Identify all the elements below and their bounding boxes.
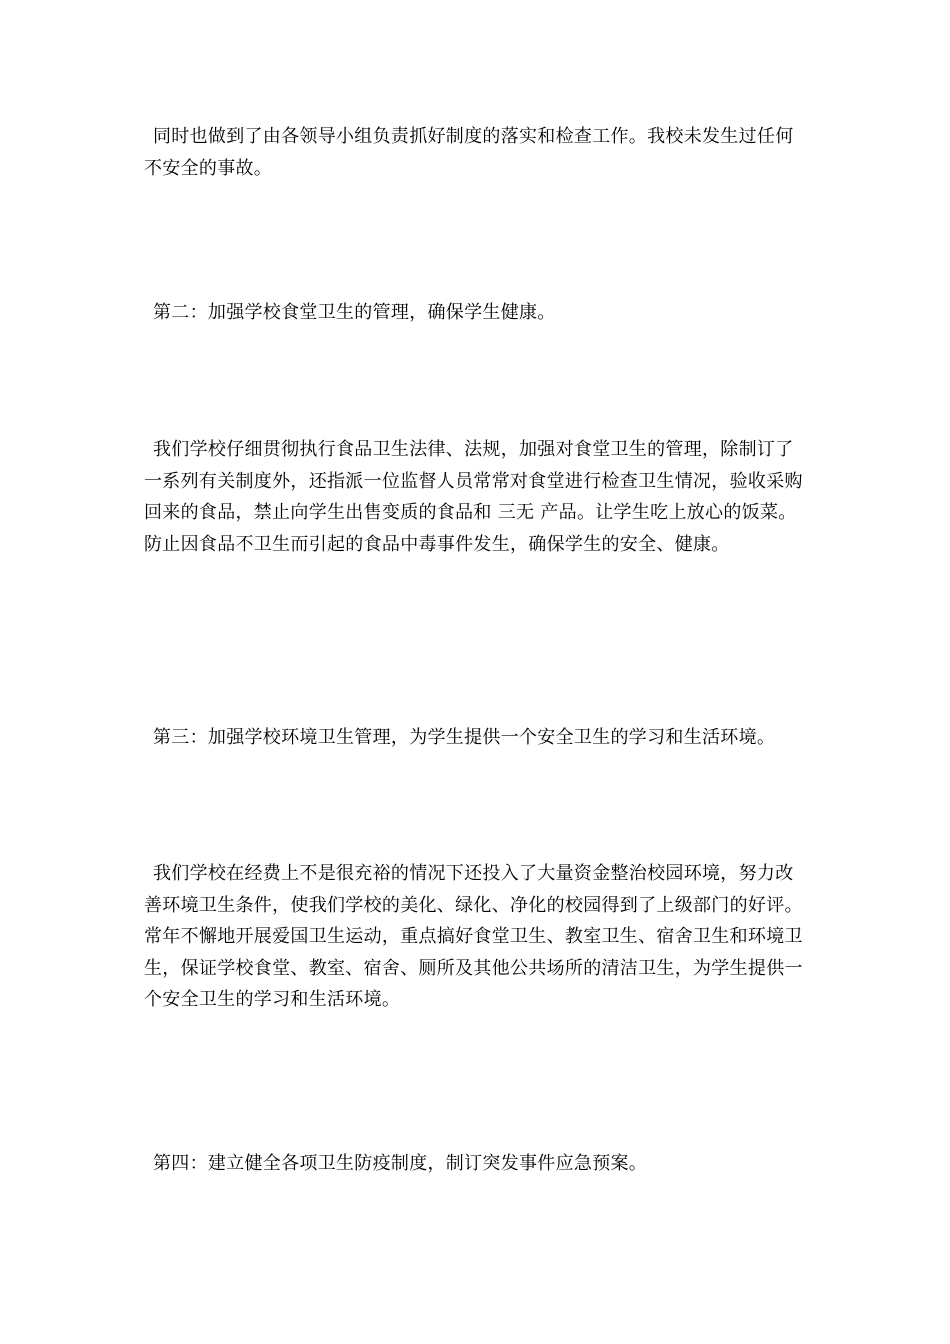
paragraph-text: 我们学校仔细贯彻执行食品卫生法律、法规，加强对食堂卫生的管理，除制订了一系列有关制度外，还指派一位监督人员常常对食堂进行检查卫生情况，验收采购回来的食品，禁止向学生出售变质的食品和 三无 产品。让学生吃上放心的饭菜。防止因食品不卫生而引起的食品中毒事件发生，确保学生的安全、健康。 xyxy=(144,439,803,555)
heading-text: 第三：加强学校环境卫生管理，为学生提供一个安全卫生的学习和生活环境。 xyxy=(153,727,776,748)
paragraph-environment-management xyxy=(144,858,806,1016)
heading-epidemic-prevention xyxy=(144,1148,806,1180)
paragraph-text: 同时也做到了由各领导小组负责抓好制度的落实和检查工作。我校未发生过任何不安全的事故。 xyxy=(144,126,794,179)
heading-text: 第二：加强学校食堂卫生的管理，确保学生健康。 xyxy=(153,302,556,323)
heading-text: 第四：建立健全各项卫生防疫制度，制订突发事件应急预案。 xyxy=(153,1153,648,1174)
heading-canteen-hygiene xyxy=(144,297,806,329)
heading-environment-hygiene xyxy=(144,722,806,754)
paragraph-text: 我们学校在经费上不是很充裕的情况下还投入了大量资金整治校园环境，努力改善环境卫生条件，使我们学校的美化、绿化、净化的校园得到了上级部门的好评。常年不懈地开展爱国卫生运动，重点搞好食堂卫生、教室卫生、宿舍卫生和环境卫生，保证学校食堂、教室、宿舍、厕所及其他公共场所的清洁卫生，为学生提供一个安全卫生的学习和生活环境。 xyxy=(144,863,803,1010)
paragraph-canteen-management xyxy=(144,434,806,560)
paragraph-safety-conclusion xyxy=(144,121,806,184)
